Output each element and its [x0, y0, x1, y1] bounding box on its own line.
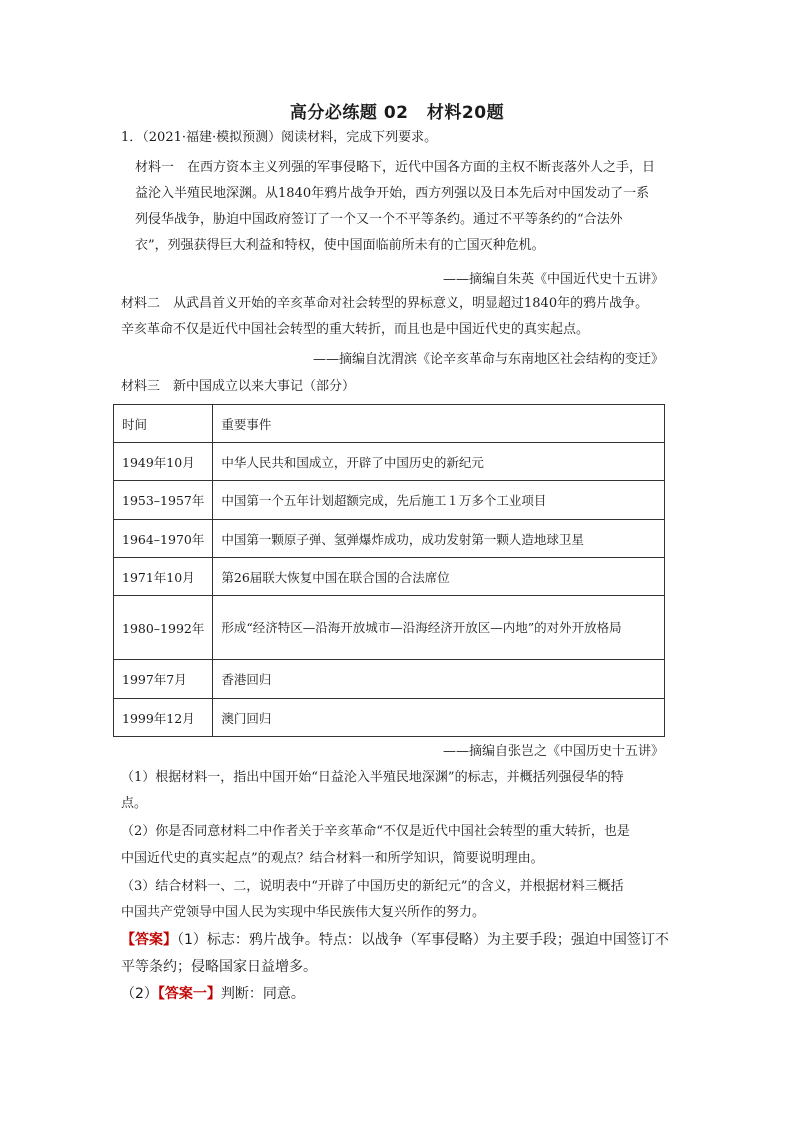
table-row — [114, 699, 665, 737]
title-main: 高分必练题 02 — [289, 103, 409, 123]
answer-text-3: 判断：同意。 — [220, 986, 305, 1002]
answer-text-1: （1）标志：鸦片战争。特点：以战争（军事侵略）为主要手段；强迫中国签订不 — [177, 932, 669, 948]
answer-line-3 — [121, 984, 305, 1004]
table-cell-time: 1949年10月 — [114, 443, 213, 481]
answer-line-2: 平等条约；侵略国家日益增多。 — [121, 959, 317, 975]
table-cell-event: 香港回归 — [213, 660, 665, 699]
table-row — [114, 443, 665, 481]
material1-line: 益沦入半殖民地深渊。从1840年鸦片战争开始，西方列强以及日本先后对中国发动了一系 — [135, 186, 650, 201]
table-cell-time: 1964–1970年 — [114, 520, 213, 558]
title-sub: 材料20题 — [426, 103, 505, 123]
table-cell-event: 第26届联大恢复中国在联合国的合法席位 — [213, 558, 665, 596]
sub-question-2-cont: 中国近代史的真实起点”的观点？结合材料一和所学知识，简要说明理由。 — [121, 851, 544, 866]
answer-line-1 — [121, 930, 669, 950]
answer-prefix-2: （2） — [121, 986, 158, 1002]
table-cell-time: 1999年12月 — [114, 699, 213, 737]
sub-question-1-cont: 点。 — [121, 796, 148, 811]
table-row — [114, 520, 665, 558]
material1-source: ——摘编自朱英《中国近代史十五讲》 — [442, 272, 664, 287]
material1-line: 材料一 在西方资本主义列强的军事侵略下，近代中国各方面的主权不断丧落外人之手，日 — [135, 160, 656, 175]
sub-question-3: （3）结合材料一、二，说明表中“开辟了中国历史的新纪元”的含义，并根据材料三概括 — [121, 879, 624, 894]
table-row — [114, 660, 665, 699]
material2-line: 材料二 从武昌首义开始的辛亥革命对社会转型的界标意义，明显超过1840年的鸦片战争。 — [121, 296, 649, 311]
material1-line: 列侵华战争，胁迫中国政府签订了一个又一个不平等条约。通过不平等条约的“合法外 — [135, 212, 623, 227]
table-row — [114, 481, 665, 520]
table-cell-event: 中国第一颗原子弹、氢弹爆炸成功，成功发射第一颗人造地球卫星 — [213, 520, 665, 558]
table-row — [114, 558, 665, 596]
table-cell-event: 中国第一个五年计划超额完成，先后施工１万多个工业项目 — [213, 481, 665, 520]
sub-question-3-cont: 中国共产党领导中国人民为实现中华民族伟大复兴所作的努力。 — [121, 905, 486, 920]
table-cell-time: 1953–1957年 — [114, 481, 213, 520]
table-cell-event: 形成“经济特区—沿海开放城市—沿海经济开放区—内地”的对外开放格局 — [213, 596, 665, 660]
question-stem: 1．（2021·福建·模拟预测）阅读材料，完成下列要求。 — [121, 130, 438, 145]
material2-line: 辛亥革命不仅是近代中国社会转型的重大转折，而且也是中国近代史的真实起点。 — [121, 322, 590, 337]
sub-question-2: （2）你是否同意材料二中作者关于辛亥革命“不仅是近代中国社会转型的重大转折，也是 — [121, 824, 630, 839]
material3-source: ——摘编自张岂之《中国历史十五讲》 — [442, 744, 664, 759]
table-cell-time: 1980–1992年 — [114, 596, 213, 660]
page-title — [0, 98, 794, 123]
answer-tag: 【答案】 — [121, 932, 177, 948]
events-table — [113, 404, 665, 737]
table-row — [114, 596, 665, 660]
table-header-row — [114, 405, 665, 443]
sub-question-1: （1）根据材料一，指出中国开始“日益沦入半殖民地深渊”的标志，并概括列强侵华的特 — [121, 770, 624, 785]
material2-source: ——摘编自沈渭滨《论辛亥革命与东南地区社会结构的变迁》 — [312, 352, 664, 367]
material1-line: 衣”，列强获得巨大利益和特权，使中国面临前所未有的亡国灭种危机。 — [135, 238, 545, 253]
table-cell-event: 澳门回归 — [213, 699, 665, 737]
table-header-event: 重要事件 — [213, 405, 665, 443]
table-cell-event: 中华人民共和国成立，开辟了中国历史的新纪元 — [213, 443, 665, 481]
answer-alt-tag: 【答案一】 — [157, 986, 221, 1002]
table-cell-time: 1971年10月 — [114, 558, 213, 596]
table-header-time: 时间 — [114, 405, 213, 443]
table-cell-time: 1997年7月 — [114, 660, 213, 699]
material3-heading: 材料三 新中国成立以来大事记（部分） — [121, 379, 356, 394]
